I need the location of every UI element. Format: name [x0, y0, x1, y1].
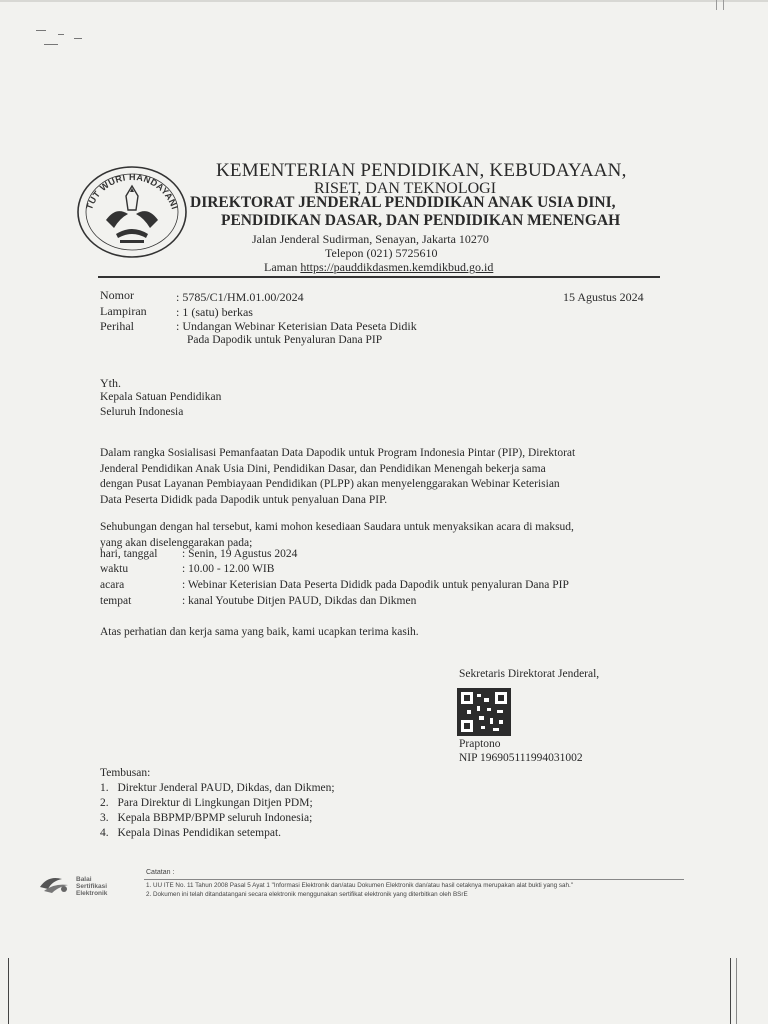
scan-artifact [36, 30, 46, 31]
website [264, 260, 493, 275]
recipient-salutation: Yth. [100, 376, 121, 390]
scan-edge-right [730, 958, 731, 1024]
schedule-label-date: hari, tanggal [100, 548, 158, 560]
perihal-label: Perihal [100, 319, 134, 333]
cc-item-text: Kepala Dinas Pendidikan setempat. [117, 827, 282, 839]
closing-sentence: Atas perhatian dan kerja sama yang baik, kami ucapkan terima kasih. [100, 626, 419, 638]
lampiran-label: Lampiran [100, 304, 147, 318]
schedule-value-place: : kanal Youtube Ditjen PAUD, Dikdas dan Dikmen [182, 595, 417, 607]
scan-artifact [44, 44, 58, 45]
tut-wuri-handayani-logo [76, 162, 188, 258]
schedule-value-event: : Webinar Keterisian Data Peserta Dididk pada Dapodik untuk penyaluran Dana PIP [182, 579, 569, 591]
scan-artifact [74, 38, 82, 39]
scan-artifact [716, 0, 717, 10]
footer-divider [144, 879, 684, 880]
website-label: Laman [264, 260, 298, 274]
paragraph-line: Dalam rangka Sosialisasi Pemanfaatan Data Dapodik untuk Program Indonesia Pintar (PIP), Direktorat [100, 447, 576, 459]
scan-edge-left [8, 958, 9, 1024]
address: Jalan Jenderal Sudirman, Senayan, Jakarta 10270 [252, 232, 489, 246]
schedule-label-event: acara [100, 579, 125, 591]
cc-item-4 [100, 827, 281, 839]
phone: Telepon (021) 5725610 [325, 246, 438, 260]
paragraph-line: Jenderal Pendidikan Anak Usia Dini, Pendidikan Dasar, dan Pendidikan Menengah bekerja sama [100, 462, 546, 475]
signatory-nip: NIP 196905111994031002 [459, 752, 583, 764]
scan-edge-right [736, 958, 737, 1024]
signatory-title: Sekretaris Direktorat Jenderal, [459, 668, 600, 680]
cc-item-2 [100, 797, 313, 809]
schedule-value-time: : 10.00 - 12.00 WIB [182, 563, 275, 575]
nomor-value: : 5785/C1/HM.01.00/2024 [176, 290, 304, 304]
bsre-name-line1: Balai [76, 876, 92, 883]
website-link[interactable]: https://pauddikdasmen.kemdikbud.go.id [300, 260, 494, 274]
footer-note-2: 2. Dokumen ini telah ditandatangani secara elektronik menggunakan sertifikat elektronik yang diterbitkan oleh BSrE [146, 891, 468, 898]
schedule-label-place: tempat [100, 595, 132, 607]
signature-qr-code [457, 688, 511, 736]
cc-item-number: 2. [100, 797, 109, 809]
paragraph-line: Sehubungan dengan hal tersebut, kami mohon kesediaan Saudara untuk menyaksikan acara di maksud, [100, 521, 574, 533]
ministry-name-line1: KEMENTERIAN PENDIDIKAN, KEBUDAYAAN, [216, 160, 627, 181]
paragraph-request [100, 520, 574, 551]
cc-item-number: 3. [100, 812, 109, 824]
scan-top-edge [0, 0, 768, 2]
paragraph-line: yang akan diselenggarakan pada; [100, 536, 253, 549]
paragraph-line: dengan Pusat Layanan Pembiayaan Pendidikan (PLPP) akan menyelenggarakan Webinar Keterisian [100, 478, 560, 491]
nomor-label: Nomor [100, 288, 134, 302]
svg-text:TUT WURI HANDAYANI: TUT WURI HANDAYANI [84, 171, 180, 211]
signatory-name: Praptono [459, 738, 501, 750]
footer-note-1: 1. UU ITE No. 11 Tahun 2008 Pasal 5 Ayat 1 "Informasi Elektronik dan/atau Dokumen Elektronik dan/atau hasil cetaknya merupakan alat bukti yang sah." [146, 882, 573, 889]
paragraph-line: Data Peserta Dididk pada Dapodik untuk penyaluan Dana PIP. [100, 493, 388, 506]
cc-item-3 [100, 812, 312, 824]
cc-heading: Tembusan: [100, 767, 151, 779]
cc-item-text: Direktur Jenderal PAUD, Dikdas, dan Dikmen; [117, 782, 335, 794]
cc-item-text: Kepala BBPMP/BPMP seluruh Indonesia; [117, 812, 313, 824]
directorate-name-line1: DIREKTORAT JENDERAL PENDIDIKAN ANAK USIA DINI, [190, 194, 616, 211]
recipient-scope: Seluruh Indonesia [100, 406, 184, 418]
lampiran-value: : 1 (satu) berkas [176, 305, 253, 319]
bsre-name-line3: Elektronik [76, 890, 108, 897]
schedule-value-date: : Senin, 19 Agustus 2024 [182, 548, 298, 560]
cc-item-1 [100, 782, 335, 794]
bsre-logo-icon [38, 873, 74, 895]
perihal-value-line2: Pada Dapodik untuk Penyaluran Dana PIP [187, 334, 383, 346]
perihal-value-line1: : Undangan Webinar Keterisian Data Peseta Didik [176, 319, 417, 333]
schedule-label-time: waktu [100, 563, 129, 575]
cc-item-number: 1. [100, 782, 109, 794]
ministry-name-line2: RISET, DAN TEKNOLOGI [314, 180, 497, 197]
footer-notes-label: Catatan : [146, 869, 175, 876]
letterhead-divider [98, 276, 660, 278]
bsre-name-line2: Sertifikasi [76, 883, 108, 890]
directorate-name-line2: PENDIDIKAN DASAR, DAN PENDIDIKAN MENENGAH [221, 212, 621, 229]
cc-item-number: 4. [100, 827, 109, 839]
letter-date: 15 Agustus 2024 [563, 290, 644, 304]
recipient-title: Kepala Satuan Pendidikan [100, 391, 222, 403]
paragraph-intro [100, 446, 575, 508]
scan-artifact [723, 0, 724, 10]
cc-item-text: Para Direktur di Lingkungan Ditjen PDM; [117, 797, 313, 809]
scan-artifact [58, 34, 64, 35]
